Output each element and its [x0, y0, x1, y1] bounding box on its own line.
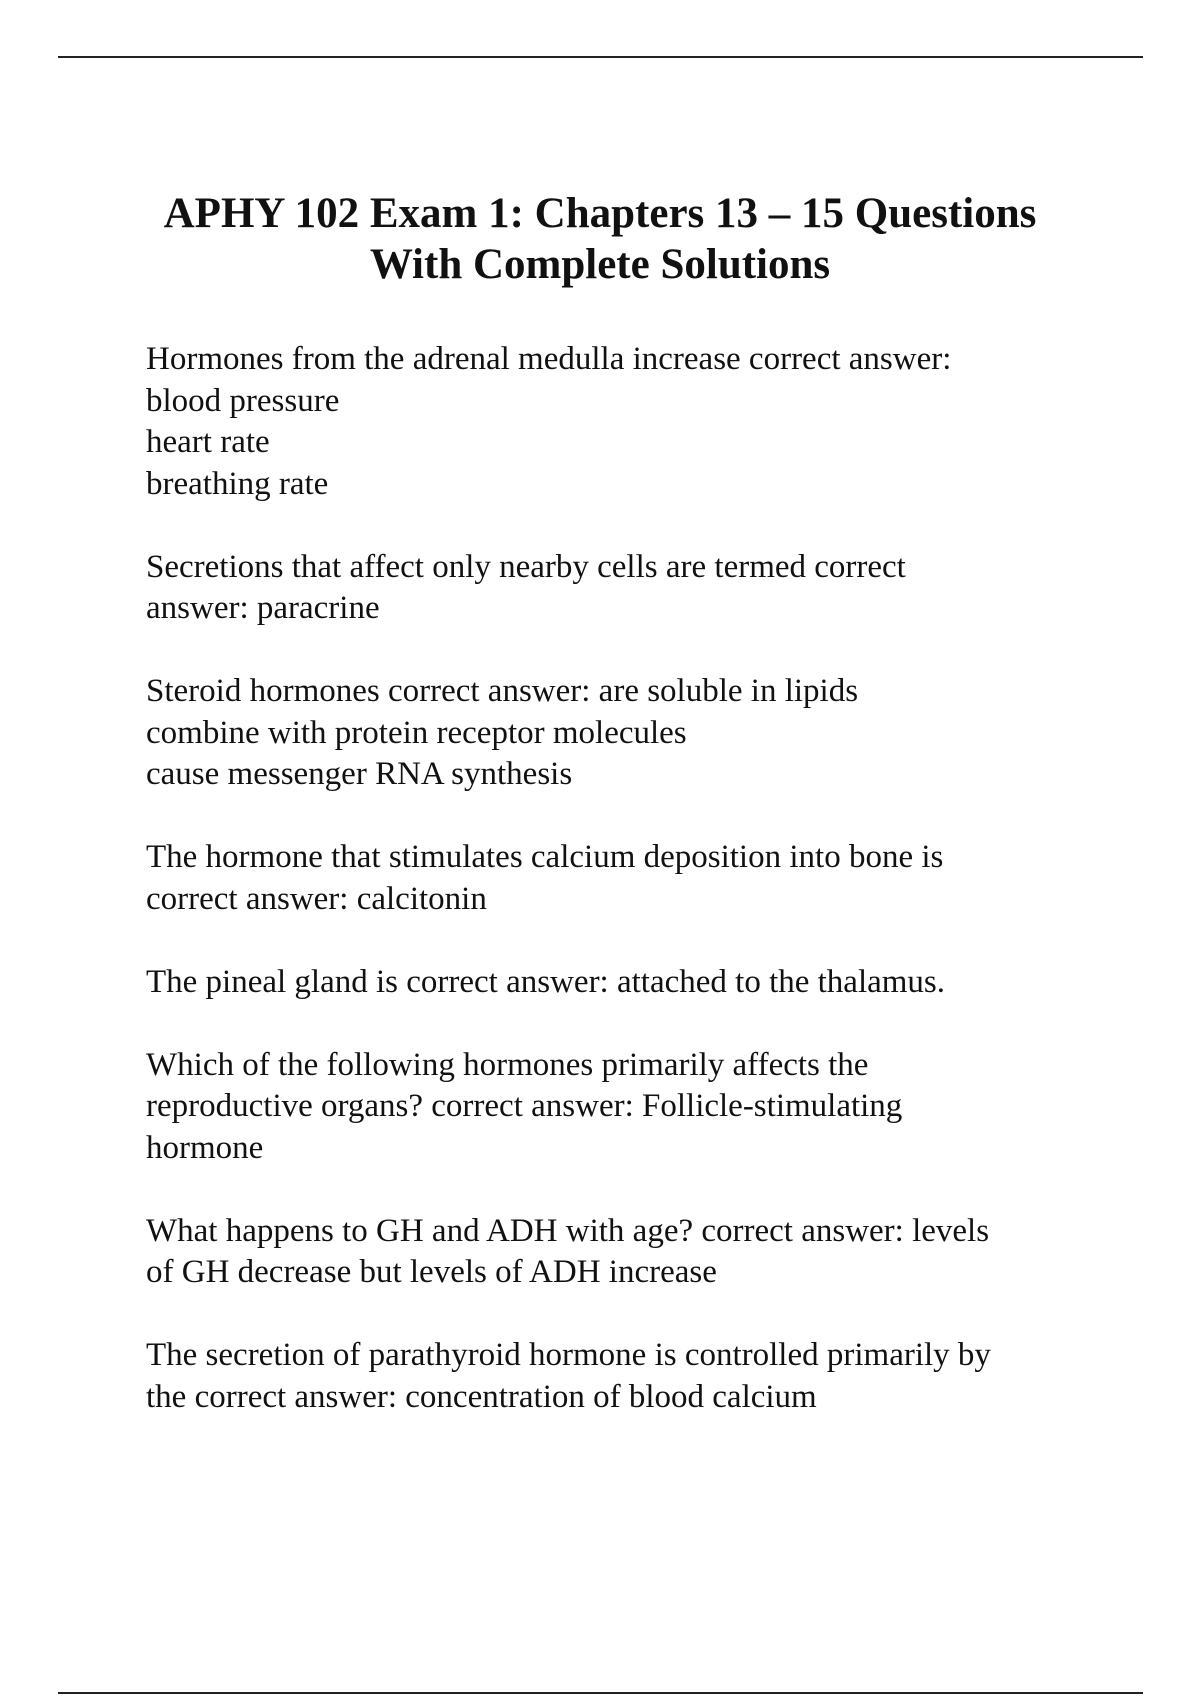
question-line: The pineal gland is correct answer: attached to the thalamus.	[146, 963, 946, 1000]
answer-line: combine with protein receptor molecules	[146, 714, 687, 751]
answer-line: hormone	[146, 1129, 264, 1166]
question-line: Steroid hormones correct answer: are soluble in lipids	[146, 673, 859, 709]
answer-line: the correct answer: concentration of blood calcium	[146, 1378, 817, 1415]
question-item	[146, 547, 1146, 630]
title-line-1: APHY 102 Exam 1: Chapters 13 – 15 Questions	[163, 190, 1037, 237]
question-item	[146, 962, 1146, 1004]
answer-line: correct answer: calcitonin	[146, 880, 487, 917]
answer-line: cause messenger RNA synthesis	[146, 756, 573, 792]
question-item	[146, 339, 1146, 505]
question-line: What happens to GH and ADH with age? correct answer: levels	[146, 1212, 990, 1249]
answer-line: blood pressure	[146, 382, 340, 419]
document-title	[100, 188, 1100, 290]
question-list	[146, 339, 1146, 1460]
question-item	[146, 671, 1146, 796]
answer-line: breathing rate	[146, 465, 329, 502]
answer-line: of GH decrease but levels of ADH increase	[146, 1254, 717, 1290]
answer-line: answer: paracrine	[146, 590, 380, 626]
question-line: Hormones from the adrenal medulla increase correct answer:	[146, 341, 952, 377]
bottom-rule	[58, 1692, 1143, 1694]
question-line: The secretion of parathyroid hormone is controlled primarily by	[146, 1337, 991, 1373]
title-line-2: With Complete Solutions	[369, 241, 831, 288]
question-item	[146, 1045, 1146, 1170]
question-line: The hormone that stimulates calcium deposition into bone is	[146, 839, 944, 875]
question-item	[146, 1211, 1146, 1294]
top-rule	[58, 56, 1143, 58]
answer-line: heart rate	[146, 424, 270, 460]
question-item	[146, 1335, 1146, 1418]
answer-line: reproductive organs? correct answer: Follicle-stimulating	[146, 1088, 903, 1124]
question-item	[146, 837, 1146, 920]
question-line: Secretions that affect only nearby cells are termed correct	[146, 548, 906, 585]
question-line: Which of the following hormones primarily affects the	[146, 1046, 869, 1083]
